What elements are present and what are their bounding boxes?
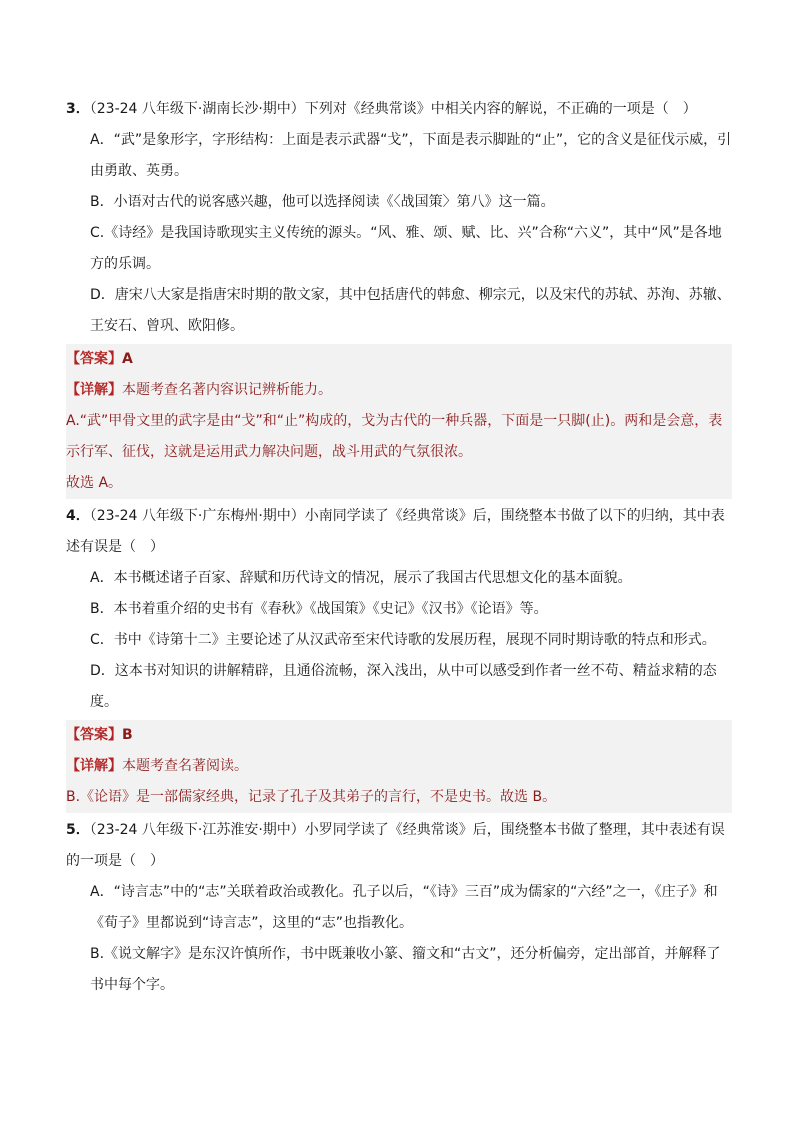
detail-text: 本题考查名著内容识记辨析能力。 [122, 382, 332, 398]
option-a-cont: 由勇敢、英勇。 [90, 163, 188, 179]
answer-value: B [122, 727, 133, 743]
answer-tag: 【答案】 [66, 727, 122, 743]
question-text: 小罗同学读了《经典常谈》后，围绕整本书做了整理，其中表述有误 [304, 822, 725, 838]
question-stem [66, 815, 732, 846]
option-b: B．小语对古代的说客感兴趣，他可以选择阅读《〈战国策〉第八》这一篇。 [90, 194, 555, 210]
detail-text: 本题考查名著阅读。 [122, 758, 248, 774]
option-d: D．这本书对知识的讲解精辟，且通俗流畅，深入浅出，从中可以感受到作者一丝不苟、精益求精的态 [90, 663, 717, 679]
option-b-cont: 书中每个字。 [90, 977, 174, 993]
question-number: 5． [66, 822, 90, 838]
question-3 [66, 94, 732, 499]
document-content [66, 94, 732, 1001]
option-a-cont: 《荀子》里都说到“诗言志”，这里的“志”也指教化。 [90, 915, 414, 931]
option-c-cont: 方的乐调。 [90, 256, 160, 272]
detail-line [66, 751, 732, 782]
option-a: A．本书概述诸子百家、辞赋和历代诗文的情况，展示了我国古代思想文化的基本面貌。 [90, 570, 632, 586]
option-d-cont: 王安石、曾巩、欧阳修。 [90, 318, 244, 334]
answer-line [66, 720, 732, 751]
question-stem-cont: 述有误是（ ） [66, 539, 164, 555]
option-a: A．“武”是象形字，字形结构：上面是表示武器“戈”，下面是表示脚趾的“止”，它的含义是征伐示威，引 [90, 132, 732, 148]
question-source: （23-24 八年级下·广东梅州·期中） [89, 508, 305, 524]
option-d: D．唐宋八大家是指唐宋时期的散文家，其中包括唐代的韩愈、柳宗元，以及宋代的苏轼、苏洵、苏辙、 [90, 287, 731, 303]
detail-line: B.《论语》是一部儒家经典，记录了孔子及其弟子的言行，不是史书。故选 B。 [66, 789, 557, 805]
question-text: 下列对《经典常谈》中相关内容的解说，不正确的一项是（ ） [304, 101, 697, 117]
answer-block [66, 720, 732, 813]
detail-line: 示行军、征伐，这就是运用武力解决问题，战斗用武的气氛很浓。 [66, 444, 472, 460]
question-stem-cont: 的一项是（ ） [66, 853, 164, 869]
answer-tag: 【答案】 [66, 351, 122, 367]
detail-line: A.“武”甲骨文里的武字是由“戈”和“止”构成的，戈为古代的一种兵器，下面是一只脚(止)。两和是会意，表 [66, 413, 723, 429]
detail-line: 故选 A。 [66, 475, 123, 491]
question-source: （23-24 八年级下·江苏淮安·期中） [89, 822, 305, 838]
question-stem [66, 501, 732, 532]
question-text: 小南同学读了《经典常谈》后，围绕整本书做了以下的归纳，其中表 [304, 508, 725, 524]
detail-tag: 【详解】 [66, 382, 122, 398]
answer-line [66, 344, 732, 375]
detail-tag: 【详解】 [66, 758, 122, 774]
question-source: （23-24 八年级下·湖南长沙·期中） [89, 101, 305, 117]
option-b: B.《说文解字》是东汉许慎所作，书中既兼收小篆、籀文和“古文”，还分析偏旁，定出部首，并解释了 [90, 946, 721, 962]
option-c: C.《诗经》是我国诗歌现实主义传统的源头。“风、雅、颂、赋、比、兴”合称“六义”，其中“风”是各地 [90, 225, 722, 241]
option-b: B．本书着重介绍的史书有《春秋》《战国策》《史记》《汉书》《论语》等。 [90, 601, 548, 617]
question-number: 4． [66, 508, 90, 524]
question-number: 3． [66, 101, 90, 117]
option-a: A．“诗言志”中的“志”关联着政治或教化。孔子以后，“《诗》三百”成为儒家的“六经”之一，《庄子》和 [90, 884, 718, 900]
option-c: C．书中《诗第十二》主要论述了从汉武帝至宋代诗歌的发展历程，展现不同时期诗歌的特点和形式。 [90, 632, 716, 648]
answer-value: A [122, 351, 133, 367]
detail-line [66, 375, 732, 406]
option-d-cont: 度。 [90, 694, 118, 710]
answer-block [66, 344, 732, 499]
question-stem [66, 94, 732, 125]
question-5 [66, 815, 732, 1001]
question-4 [66, 501, 732, 813]
